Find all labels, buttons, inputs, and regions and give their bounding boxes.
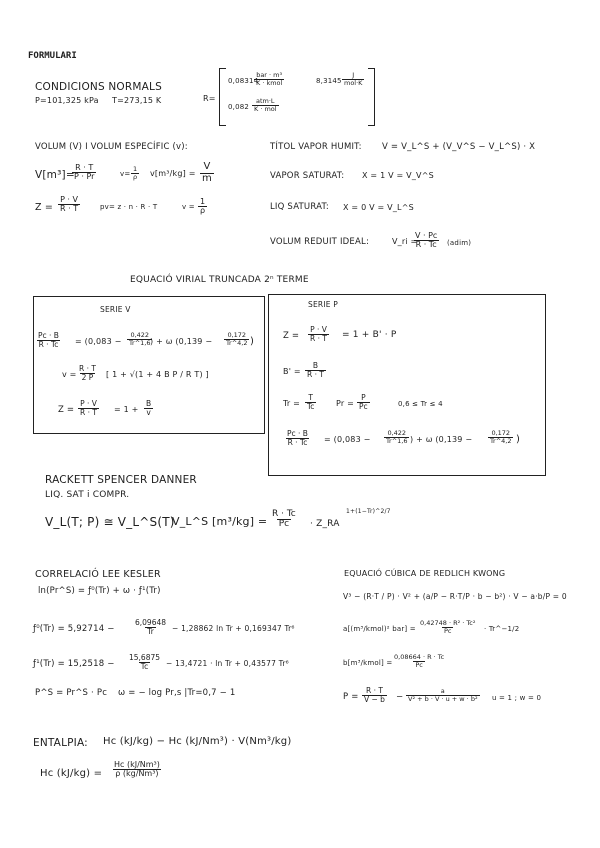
series-v-eq2-rest: [ 1 + √(1 + 4 B P / R T) ]: [106, 370, 209, 379]
series-p-eq2-frac: $\frac{B}{R \cdot T}$: [307, 361, 324, 379]
density-lhs: v =: [182, 203, 195, 211]
rackett-subheading: LIQ. SAT i COMPR.: [45, 490, 130, 500]
redlich-kwong-eq1: V³ − (R·T / P) · V² + (a/P − R·T/P · b − b²) · V − a·b/P = 0: [343, 592, 567, 601]
series-v-eq3-frac: $\frac{P \cdot V}{R \cdot T}$: [80, 399, 97, 417]
redlich-kwong-eq3-lhs: b[m³/kmol] =: [343, 659, 393, 667]
rackett-eq-z: · Z_RA: [310, 519, 340, 529]
series-p-eq1-lhs: Z =: [283, 331, 300, 341]
rackett-eq-frac: $\frac{R \cdot Tc}{Pc}$: [272, 509, 296, 530]
series-p-eq3-pr-frac: $\frac{P}{Pc}$: [359, 393, 368, 411]
rackett-eq-lhs: V_L(T; P) ≅ V_L^S(T): [45, 515, 175, 529]
pv-equation: pv= z · n · R · T: [100, 203, 158, 211]
series-v-eq2-frac: $\frac{R \cdot T}{2 P}$: [79, 364, 96, 382]
page-title: FORMULARI: [28, 51, 77, 61]
enthalpy-heading: ENTALPIA:: [33, 737, 88, 749]
redlich-kwong-eq4-frac2: $\frac{a}{\text{V² + b · V · u + w · b²}}$: [408, 687, 478, 703]
series-v-eq1-a-frac: $\frac{0,422}{Tr\^{}1,6}$: [129, 331, 151, 347]
series-p-eq3-range: 0,6 ≤ Tr ≤ 4: [398, 400, 443, 408]
r-unit-3: atm·L K · mol: [254, 97, 277, 113]
wet-vapor-equation: V = V_L^S + (V_V^S − V_L^S) · X: [382, 142, 536, 152]
compressibility-lhs: Z =: [35, 202, 54, 213]
lee-kesler-eq2-lhs: ƒ⁰(Tr) = 5,92714 −: [33, 624, 115, 634]
lee-kesler-eq1: ln(Pr^S) = ƒ⁰(Tr) + ω · ƒ¹(Tr): [38, 586, 161, 596]
redlich-kwong-eq2-rest: · Tr^−1/2: [484, 625, 520, 633]
lee-kesler-eq3-frac: $\frac{15,6875}{Tc}$: [129, 653, 161, 671]
saturated-liquid-label: LIQ SATURAT:: [270, 202, 329, 212]
lee-kesler-heading: CORRELACIÓ LEE KESLER: [35, 569, 161, 580]
normal-pressure: P=101,325 kPa: [35, 96, 99, 105]
enthalpy-eq1: Hc (kJ/kg) − Hc (kJ/Nm³) · V(Nm³/kg): [103, 736, 292, 747]
series-p-eq4-a-frac: $\frac{0,422}{Tr\^{}1,6}$: [386, 429, 408, 445]
redlich-kwong-eq4-rest: u = 1 ; w = 0: [492, 694, 542, 702]
series-p-eq4-end: ): [516, 434, 521, 445]
lee-kesler-acentric: ω = − log Pr,s |Tr=0,7 − 1: [118, 688, 236, 698]
series-v-eq2-lhs: v =: [62, 370, 77, 379]
series-v-eq1-lhs: $\frac{Pc \cdot B}{R \cdot Tc}$: [38, 331, 59, 349]
virial-heading: EQUACIÓ VIRIAL TRUNCADA 2ⁿ TERME: [130, 275, 309, 285]
specific-volume-fraction: $\frac{1}{\rho}$: [133, 165, 138, 181]
r-value-2: 8,3145: [316, 77, 342, 85]
series-p-eq1-rest: = 1 + B' · P: [342, 330, 397, 340]
series-p-eq2-lhs: B' =: [283, 367, 301, 376]
saturated-vapor-equation: X = 1 V = V_V^S: [362, 171, 434, 180]
redlich-kwong-eq3-frac: $\frac{0,08664 \cdot R \cdot Tc}{Pc}$: [394, 653, 445, 669]
redlich-kwong-heading: EQUACIÓ CÚBICA DE REDLICH KWONG: [344, 569, 506, 578]
rackett-heading: RACKETT SPENCER DANNER: [45, 474, 197, 486]
rackett-eq-mid: V_L^S [m³/kg] =: [172, 515, 268, 528]
enthalpy-eq2-lhs: Hc (kJ/kg) =: [40, 768, 103, 779]
r-right-bracket: [368, 68, 375, 126]
molar-volume-lhs: V[m³]=: [35, 169, 75, 181]
saturated-vapor-label: VAPOR SATURAT:: [270, 171, 345, 181]
compressibility-fraction: $\frac{P \cdot V}{R \cdot T}$: [60, 195, 79, 214]
lee-kesler-eq3-lhs: ƒ¹(Tr) = 15,2518 −: [33, 659, 115, 669]
series-p-eq4-lhs: $\frac{Pc \cdot B}{R \cdot Tc}$: [287, 429, 308, 447]
series-v-eq3-rest: = 1 +: [114, 405, 139, 414]
lee-kesler-eq3-rest: − 13,4721 · ln Tr + 0,43577 Tr⁶: [166, 659, 289, 668]
series-v-eq3-frac2: $\frac{B}{v}$: [146, 399, 152, 417]
series-p-eq1-frac: $\frac{P \cdot V}{R \cdot T}$: [310, 325, 327, 343]
r-left-bracket: [219, 68, 226, 126]
wet-vapor-title: TÍTOL VAPOR HUMIT:: [270, 142, 362, 152]
series-v-eq1-end: ): [250, 336, 255, 347]
r-unit-1: bar · m³ K · kmol: [256, 71, 283, 87]
series-p-eq3-tr: Tr =: [283, 399, 301, 408]
series-v-eq1-a: = (0,083 −: [75, 337, 122, 346]
mass-volume-lhs: v[m³/kg] =: [150, 169, 196, 178]
r-value-3: 0,082: [228, 103, 250, 111]
molar-volume-fraction: $\frac{R \cdot T}{P \cdot Pr}$: [74, 163, 95, 182]
normal-temperature: T=273,15 K: [112, 96, 162, 105]
series-v-eq1-b: ) + ω (0,139 −: [150, 337, 213, 346]
reduced-volume-fraction: $\frac{V \cdot Pc}{R \cdot Tc}$: [415, 231, 438, 250]
series-v-label: SERIE V: [100, 305, 131, 314]
saturated-liquid-equation: X = 0 V = V_L^S: [343, 203, 414, 212]
reduced-volume-unit: (adim): [447, 239, 472, 247]
series-p-eq4-b-frac: $\frac{0,172}{Tr\^{}4,2}$: [490, 429, 512, 445]
series-p-label: SERIE P: [308, 300, 338, 309]
reduced-volume-lhs: V_ri =: [392, 237, 418, 246]
redlich-kwong-eq4-frac1: $\frac{R \cdot T}{V - b}$: [364, 686, 385, 704]
series-p-eq4-b: ) + ω (0,139 −: [410, 435, 473, 444]
specific-volume-lhs: v=: [120, 170, 131, 178]
r-unit-2: J mol·K: [344, 71, 363, 87]
series-p-eq3-pr: Pr =: [336, 399, 355, 408]
series-v-eq1-b-frac: $\frac{0,172}{Tr\^{}4,2}$: [226, 331, 248, 347]
normal-conditions-heading: CONDICIONS NORMALS: [35, 81, 162, 93]
redlich-kwong-eq2-lhs: a[(m³/kmol)² bar] =: [343, 625, 416, 633]
density-fraction: $\frac{1}{\rho}$: [200, 197, 206, 216]
series-v-eq3-lhs: Z =: [58, 405, 75, 415]
series-p-eq4-a: = (0,083 −: [324, 435, 371, 444]
lee-kesler-eq2-frac: $\frac{6,09648}{Tr}$: [135, 618, 167, 636]
gas-constant-symbol: R=: [203, 94, 216, 103]
r-value-1: 0,08314: [228, 77, 259, 85]
lee-kesler-eq4: P^S = Pr^S · Pc: [35, 688, 108, 698]
redlich-kwong-eq4-minus: −: [396, 692, 404, 702]
volume-heading: VOLUM (V) I VOLUM ESPECÍFIC (v):: [35, 142, 188, 152]
series-p-box: [268, 294, 546, 476]
mass-volume-fraction: $\frac{V}{m}$: [202, 161, 212, 184]
redlich-kwong-eq4-lhs: P =: [343, 692, 359, 702]
rackett-eq-exponent: 1+(1−Tr)^2/7: [346, 508, 391, 515]
enthalpy-eq2-frac: $\frac{\text{Hc (kJ/Nm³)}}{\text{ρ (kg/Nm³)}}$: [114, 760, 160, 779]
redlich-kwong-eq2-frac: $\frac{\text{0,42748 · R² · Tc²}}{Pc}$: [420, 619, 476, 635]
reduced-volume-label: VOLUM REDUIT IDEAL:: [270, 237, 370, 247]
series-p-eq3-tr-frac: $\frac{T}{Tc}$: [307, 393, 315, 411]
lee-kesler-eq2-rest: − 1,28862 ln Tr + 0,169347 Tr⁶: [172, 624, 295, 633]
